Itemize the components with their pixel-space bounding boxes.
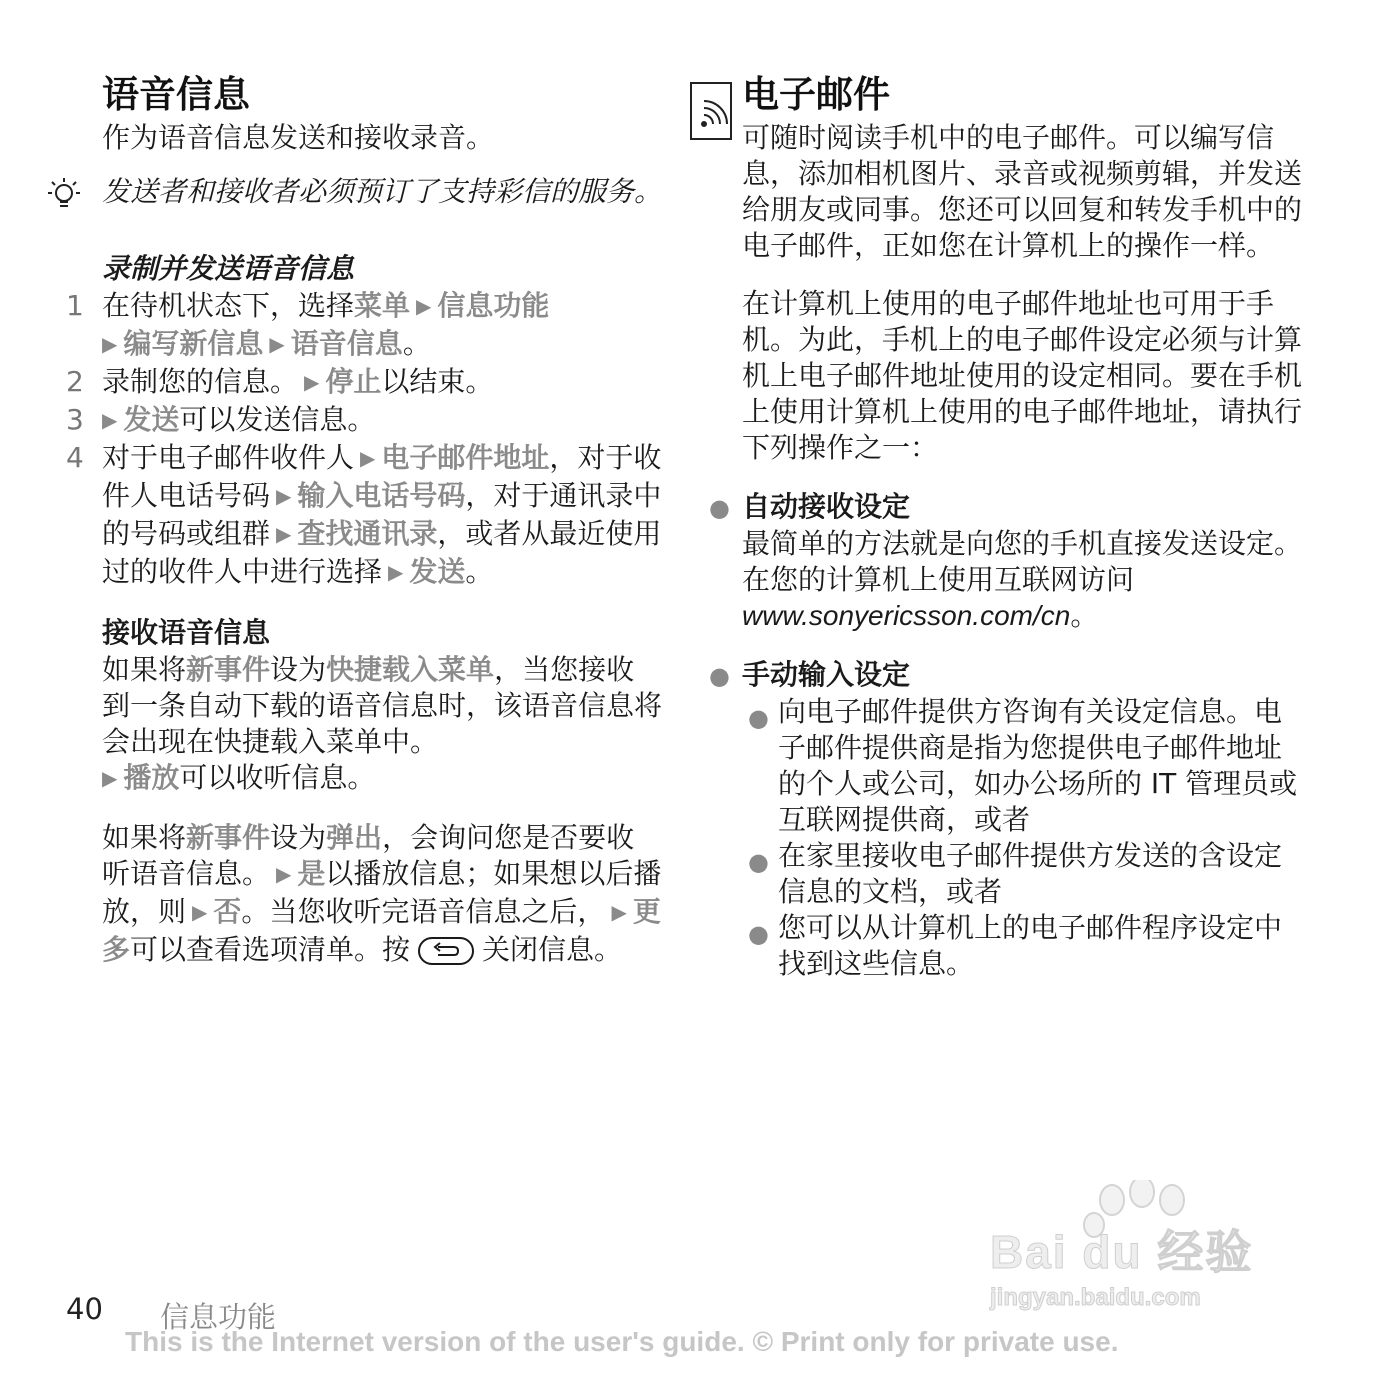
right-column	[709, 70, 1303, 982]
arrow-right-icon: ▶	[102, 766, 118, 790]
menu-item-send[interactable]: 发送	[409, 555, 466, 588]
tip-text: 发送者和接收者必须预订了支持彩信的服务。	[102, 175, 663, 208]
menu-item-voice-message[interactable]: 语音信息	[290, 327, 403, 360]
bullet-auto-settings	[709, 488, 1303, 634]
wireless-email-icon	[690, 82, 732, 140]
arrow-right-icon: ▶	[276, 484, 292, 508]
bullet-dot-icon: ●	[748, 920, 769, 948]
sub-bullet-2: ● 在家里接收电子邮件提供方发送的含设定信息的文档，或者	[748, 839, 1283, 908]
arrow-right-icon: ▶	[304, 370, 320, 394]
receive-paragraph-1: 如果将新事件设为快捷载入菜单，当您接收到一条自动下载的语音信息时，该语音信息将会出现在快捷载入菜单中。 ▶ 播放可以收听信息。	[102, 653, 663, 794]
menu-item-find-contact[interactable]: 查找通讯录	[297, 517, 438, 550]
receive-paragraph-2: 如果将新事件设为弹出，会询问您是否要收听语音信息。 ▶ 是以播放信息；如果想以后播放，则 ▶ 否。当您收听完语音信息之后， ▶ 更多可以查看选项清单。按 关闭信息。	[102, 821, 662, 966]
tip-note	[102, 174, 662, 210]
step-1: 1 在待机状态下，选择菜单 ▶ 信息功能 ▶ 编写新信息 ▶ 语音信息。	[66, 289, 550, 360]
footer-note: This is the Internet version of the user's guide. © Print only for private use.	[125, 1326, 1119, 1357]
bullet-dot-icon: ●	[709, 662, 730, 690]
step-3: 3 ▶ 发送可以发送信息。	[66, 403, 376, 436]
lightbulb-icon	[44, 176, 84, 216]
arrow-right-icon: ▶	[269, 332, 285, 356]
website-link[interactable]: www.sonyericsson.com/cn	[742, 600, 1071, 631]
sub-bullet-1: ● 向电子邮件提供方咨询有关设定信息。电子邮件提供商是指为您提供电子邮件地址的个人或公司，如办公场所的 IT 管理员或互联网提供商，或者	[748, 695, 1298, 836]
arrow-right-icon: ▶	[276, 862, 292, 886]
manual-settings-heading: 手动输入设定	[742, 658, 911, 691]
menu-item-play[interactable]: 播放	[123, 761, 180, 794]
watermark-main: Bai du 经验	[990, 1226, 1254, 1278]
arrow-right-icon: ▶	[611, 900, 627, 924]
auto-settings-text: 最简单的方法就是向您的手机直接发送设定。在您的计算机上使用互联网访问 www.sonyericsson.com/cn。	[742, 527, 1303, 632]
voice-message-title: 语音信息	[102, 73, 250, 116]
menu-item-new-event[interactable]: 新事件	[186, 821, 271, 854]
footer-section: 信息功能	[160, 1300, 277, 1334]
menu-item-yes[interactable]: 是	[297, 857, 326, 890]
menu-item-more[interactable]: 更多	[102, 895, 661, 966]
bullet-dot-icon: ●	[709, 494, 730, 522]
arrow-right-icon: ▶	[102, 332, 118, 356]
menu-item-write-new[interactable]: 编写新信息	[123, 327, 264, 360]
menu-item-enter-phone[interactable]: 输入电话号码	[297, 479, 466, 512]
menu-item-stop[interactable]: 停止	[325, 365, 382, 398]
arrow-right-icon: ▶	[416, 294, 432, 318]
arrow-right-icon: ▶	[102, 408, 118, 432]
menu-item-send[interactable]: 发送	[123, 403, 180, 436]
menu-item-messaging[interactable]: 信息功能	[437, 289, 550, 322]
step-2: 2 录制您的信息。 ▶ 停止以结束。	[66, 365, 494, 398]
watermark-sub: jingyan.baidu.com	[990, 1284, 1201, 1311]
email-intro: 可随时阅读手机中的电子邮件。可以编写信息，添加相机图片、录音或视频剪辑，并发送给朋友或同事。您还可以回复和转发手机中的电子邮件，正如您在计算机上的操作一样。	[742, 121, 1303, 262]
email-address-paragraph: 在计算机上使用的电子邮件地址也可用于手机。为此，手机上的电子邮件设定必须与计算机上电子邮件地址使用的设定相同。要在手机上使用计算机上使用的电子邮件地址，请执行下列操作之一：	[742, 287, 1303, 464]
page-number: 40	[66, 1292, 103, 1326]
menu-item-popup[interactable]: 弹出	[326, 821, 383, 854]
record-send-heading: 录制并发送语音信息	[102, 252, 355, 285]
bullet-manual-settings	[709, 656, 1302, 982]
left-column	[66, 70, 663, 968]
arrow-right-icon: ▶	[360, 446, 376, 470]
menu-item-activity-menu[interactable]: 快捷载入菜单	[326, 653, 495, 686]
voice-message-intro: 作为语音信息发送和接收录音。	[102, 121, 495, 154]
back-key-icon	[418, 937, 474, 965]
menu-item-menu[interactable]: 菜单	[354, 289, 411, 322]
arrow-right-icon: ▶	[192, 900, 208, 924]
step-4: 4 对于电子邮件收件人 ▶ 电子邮件地址，对于收件人电话号码 ▶ 输入电话号码，对于通讯录中的号码或组群 ▶ 查找通讯录，或者从最近使用过的收件人中进行选择 ▶ 发送。	[66, 441, 662, 588]
menu-item-email-address[interactable]: 电子邮件地址	[381, 441, 550, 474]
arrow-right-icon: ▶	[276, 522, 292, 546]
email-title: 电子邮件	[742, 73, 890, 116]
bullet-dot-icon: ●	[748, 848, 769, 876]
menu-item-no[interactable]: 否	[213, 895, 242, 928]
receive-heading: 接收语音信息	[102, 616, 271, 649]
bullet-dot-icon: ●	[748, 704, 769, 732]
sub-bullet-3: ● 您可以从计算机上的电子邮件程序设定中找到这些信息。	[748, 911, 1283, 980]
auto-settings-heading: 自动接收设定	[742, 490, 911, 523]
menu-item-new-event[interactable]: 新事件	[186, 653, 271, 686]
arrow-right-icon: ▶	[388, 560, 404, 584]
